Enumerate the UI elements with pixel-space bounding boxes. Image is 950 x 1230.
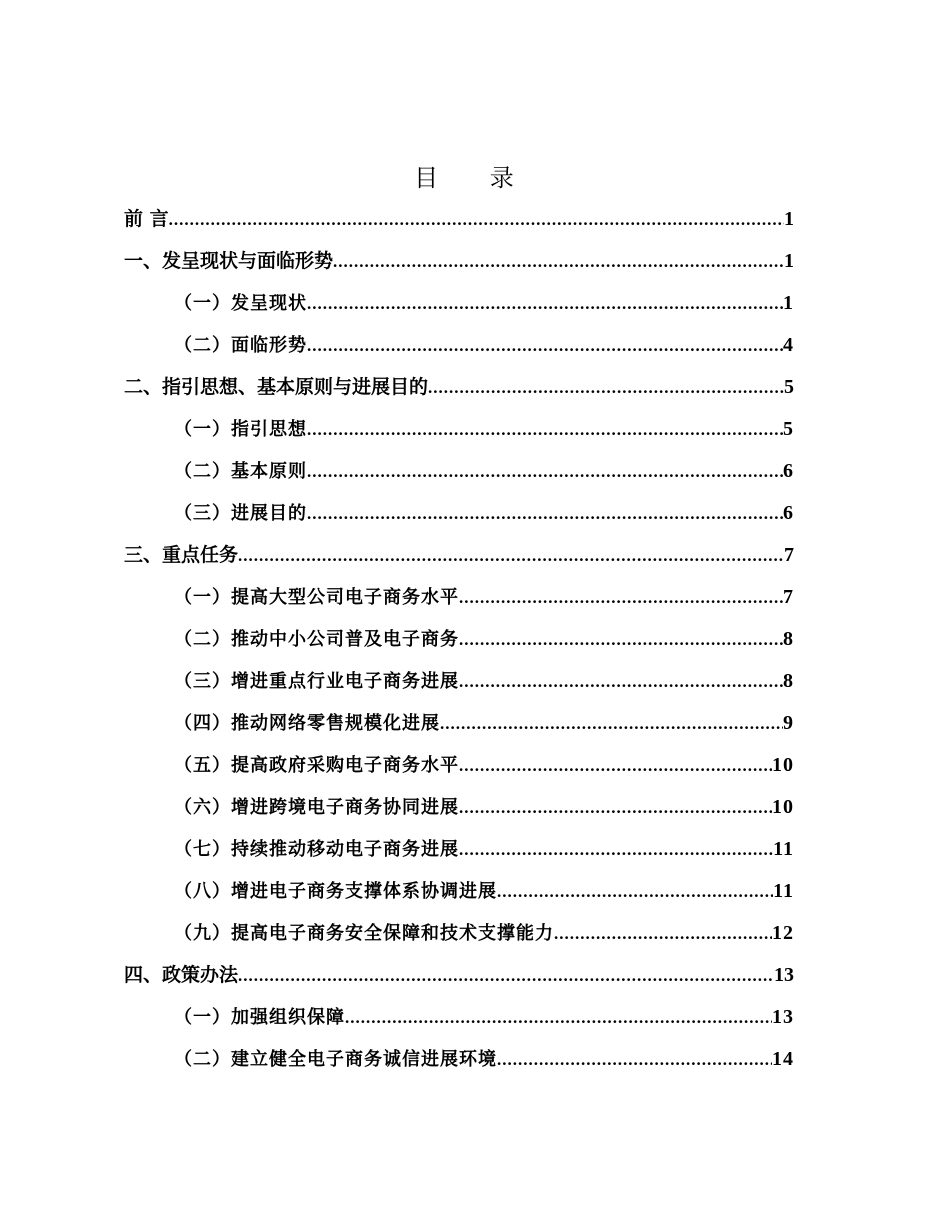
toc-entry-page: 12 — [772, 922, 794, 944]
toc-entry-page: 5 — [784, 376, 794, 398]
toc-entry[interactable] — [124, 660, 794, 702]
dot-leader — [459, 745, 772, 787]
toc-entry-label: （二）推动中小公司普及电子商务 — [174, 629, 459, 650]
toc-entry-page: 7 — [784, 544, 794, 566]
toc-entry-label: （二）建立健全电子商务诚信进展环境 — [174, 1049, 497, 1070]
toc-entry[interactable] — [124, 996, 794, 1038]
toc-entry-label: （一）加强组织保障 — [174, 1007, 345, 1028]
toc-entry-label: 前 言 — [124, 208, 169, 230]
toc-entry-page: 7 — [783, 586, 794, 608]
toc-entry[interactable] — [124, 870, 794, 912]
toc-entry-page: 5 — [783, 418, 794, 440]
toc-entry-page: 1 — [784, 250, 794, 272]
dot-leader — [307, 409, 783, 451]
toc-entry-page: 1 — [784, 208, 794, 230]
dot-leader — [459, 661, 783, 703]
toc-entry-label: （一）提高大型公司电子商务水平 — [174, 587, 459, 608]
toc-entry[interactable] — [124, 954, 794, 996]
dot-leader — [459, 619, 783, 661]
toc-entry-page: 10 — [772, 796, 794, 818]
toc-entry-label: （三）增进重点行业电子商务进展 — [174, 671, 459, 692]
toc-entry[interactable] — [124, 408, 794, 450]
toc-entry-page: 14 — [772, 1048, 794, 1070]
dot-leader — [307, 325, 783, 367]
dot-leader — [459, 787, 772, 829]
dot-leader — [497, 871, 773, 913]
toc-entry-page: 13 — [774, 964, 794, 986]
toc-entry[interactable] — [124, 324, 794, 366]
toc-entry-page: 9 — [783, 712, 794, 734]
toc-entry-label: 三、重点任务 — [124, 544, 239, 566]
toc-entry-page: 6 — [783, 502, 794, 524]
dot-leader — [307, 493, 783, 535]
toc-entry-label: 二、指引思想、基本原则与进展目的 — [124, 376, 429, 398]
dot-leader — [554, 913, 772, 955]
toc-entry[interactable] — [124, 366, 794, 408]
toc-entry-label: （二）面临形势 — [174, 335, 307, 356]
toc-entry-page: 10 — [772, 754, 794, 776]
toc-entry-page: 8 — [783, 670, 794, 692]
toc-entry-label: 一、发呈现状与面临形势 — [124, 250, 334, 272]
table-of-contents — [124, 198, 794, 1080]
toc-entry-page: 11 — [773, 880, 794, 902]
toc-entry[interactable] — [124, 828, 794, 870]
toc-entry[interactable] — [124, 240, 794, 282]
toc-entry[interactable] — [124, 912, 794, 954]
toc-entry-label: （五）提高政府采购电子商务水平 — [174, 755, 459, 776]
dot-leader — [238, 535, 784, 577]
toc-entry-label: （九）提高电子商务安全保障和技术支撑能力 — [174, 923, 554, 944]
toc-entry-label: （七）持续推动移动电子商务进展 — [174, 839, 459, 860]
toc-entry[interactable] — [124, 198, 794, 240]
dot-leader — [307, 451, 783, 493]
dot-leader — [307, 283, 783, 325]
dot-leader — [169, 199, 784, 241]
dot-leader — [440, 703, 783, 745]
dot-leader — [459, 829, 773, 871]
toc-entry-label: （四）推动网络零售规模化进展 — [174, 713, 440, 734]
toc-entry-page: 1 — [783, 292, 794, 314]
toc-entry-page: 4 — [783, 334, 794, 356]
toc-entry-page: 6 — [783, 460, 794, 482]
toc-entry[interactable] — [124, 534, 794, 576]
dot-leader — [345, 997, 772, 1039]
toc-entry[interactable] — [124, 492, 794, 534]
toc-entry[interactable] — [124, 1038, 794, 1080]
dot-leader — [497, 1039, 772, 1081]
toc-entry-label: （一）指引思想 — [174, 419, 307, 440]
dot-leader — [459, 577, 783, 619]
toc-entry-label: （三）进展目的 — [174, 503, 307, 524]
toc-entry[interactable] — [124, 744, 794, 786]
dot-leader — [333, 241, 784, 283]
toc-entry-page: 13 — [772, 1006, 794, 1028]
toc-entry-label: （一）发呈现状 — [174, 293, 307, 314]
dot-leader — [238, 955, 774, 997]
toc-entry-label: （八）增进电子商务支撑体系协调进展 — [174, 881, 497, 902]
toc-entry[interactable] — [124, 786, 794, 828]
toc-entry[interactable] — [124, 282, 794, 324]
toc-entry-page: 11 — [773, 838, 794, 860]
page-title: 目 录 — [414, 164, 536, 192]
toc-entry[interactable] — [124, 618, 794, 660]
toc-entry-label: （六）增进跨境电子商务协同进展 — [174, 797, 459, 818]
toc-entry-page: 8 — [783, 628, 794, 650]
toc-entry-label: （二）基本原则 — [174, 461, 307, 482]
toc-entry[interactable] — [124, 702, 794, 744]
toc-entry[interactable] — [124, 450, 794, 492]
toc-entry-label: 四、政策办法 — [124, 964, 239, 986]
dot-leader — [428, 367, 784, 409]
toc-entry[interactable] — [124, 576, 794, 618]
